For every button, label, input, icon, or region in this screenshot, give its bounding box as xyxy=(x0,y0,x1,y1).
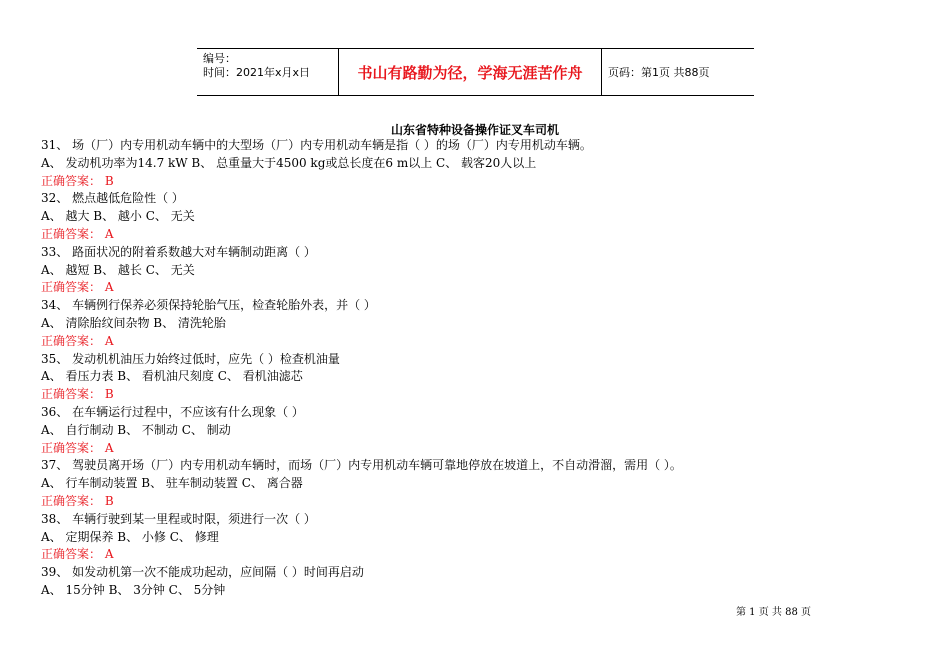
question-text: 36、 在车辆运行过程中，不应该有什么现象（ ） xyxy=(41,404,304,419)
question-text: 39、 如发动机第一次不能成功起动，应间隔（ ）时间再启动 xyxy=(41,565,364,580)
page-cell xyxy=(602,49,754,95)
question-options: A、 定期保养 B、 小修 C、 修理 xyxy=(41,529,219,544)
correct-answer: 正确答案： B xyxy=(41,173,114,188)
question-options: A、 发动机功率为14.7 kW B、 总重量大于4500 kg或总长度在6 m以上 C、 载客20人以上 xyxy=(41,155,537,170)
question-text: 32、 燃点越低危险性（ ） xyxy=(41,191,184,206)
document-title: 山东省特种设备操作证叉车司机 xyxy=(390,123,559,137)
time-label: 时间：2021年x月x日 xyxy=(203,66,311,79)
question-options: A、 越大 B、 越小 C、 无关 xyxy=(41,209,195,224)
question-text: 35、 发动机机油压力始终过低时，应先（ ）检查机油量 xyxy=(41,351,340,366)
question-text: 34、 车辆例行保养必须保持轮胎气压，检查轮胎外表，并（ ） xyxy=(41,298,376,313)
header-meta-cell xyxy=(197,49,339,95)
question-options: A、 清除胎纹间杂物 B、 清洗轮胎 xyxy=(41,315,226,330)
question-options: A、 15分钟 B、 3分钟 C、 5分钟 xyxy=(41,582,226,597)
question-text: 33、 路面状况的附着系数越大对车辆制动距离（ ） xyxy=(41,244,316,259)
question-options: A、 行车制动装置 B、 驻车制动装置 C、 离合器 xyxy=(41,476,303,491)
question-text: 38、 车辆行驶到某一里程或时限，须进行一次（ ） xyxy=(41,511,316,526)
question-options: A、 自行制动 B、 不制动 C、 制动 xyxy=(41,422,231,437)
correct-answer: 正确答案： B xyxy=(41,387,114,402)
question-list xyxy=(41,137,921,600)
correct-answer: 正确答案： B xyxy=(41,493,114,508)
question-options: A、 看压力表 B、 看机油尺刻度 C、 看机油滤芯 xyxy=(41,369,303,384)
question-text: 37、 驾驶员离开场（厂）内专用机动车辆时，而场（厂）内专用机动车辆可靠地停放在坡道上，不自动滑溜，需用（ ）。 xyxy=(41,458,682,473)
correct-answer: 正确答案： A xyxy=(41,547,114,562)
number-label: 编号： xyxy=(203,52,236,65)
motto-text: 书山有路勤为径，学海无涯苦作舟 xyxy=(357,63,583,82)
question-options: A、 越短 B、 越长 C、 无关 xyxy=(41,262,195,277)
correct-answer: 正确答案： A xyxy=(41,280,114,295)
correct-answer: 正确答案： A xyxy=(41,440,114,455)
correct-answer: 正确答案： A xyxy=(41,226,114,241)
question-text: 31、 场（厂）内专用机动车辆中的大型场（厂）内专用机动车辆是指（ ）的场（厂）内专用机动车辆。 xyxy=(41,138,592,152)
correct-answer: 正确答案： A xyxy=(41,333,114,348)
header-table xyxy=(197,48,754,96)
page-label: 页码：第1页 共88页 xyxy=(608,66,710,79)
motto-cell xyxy=(339,49,602,95)
page-footer: 第 1 页 共 88 页 xyxy=(736,607,811,618)
